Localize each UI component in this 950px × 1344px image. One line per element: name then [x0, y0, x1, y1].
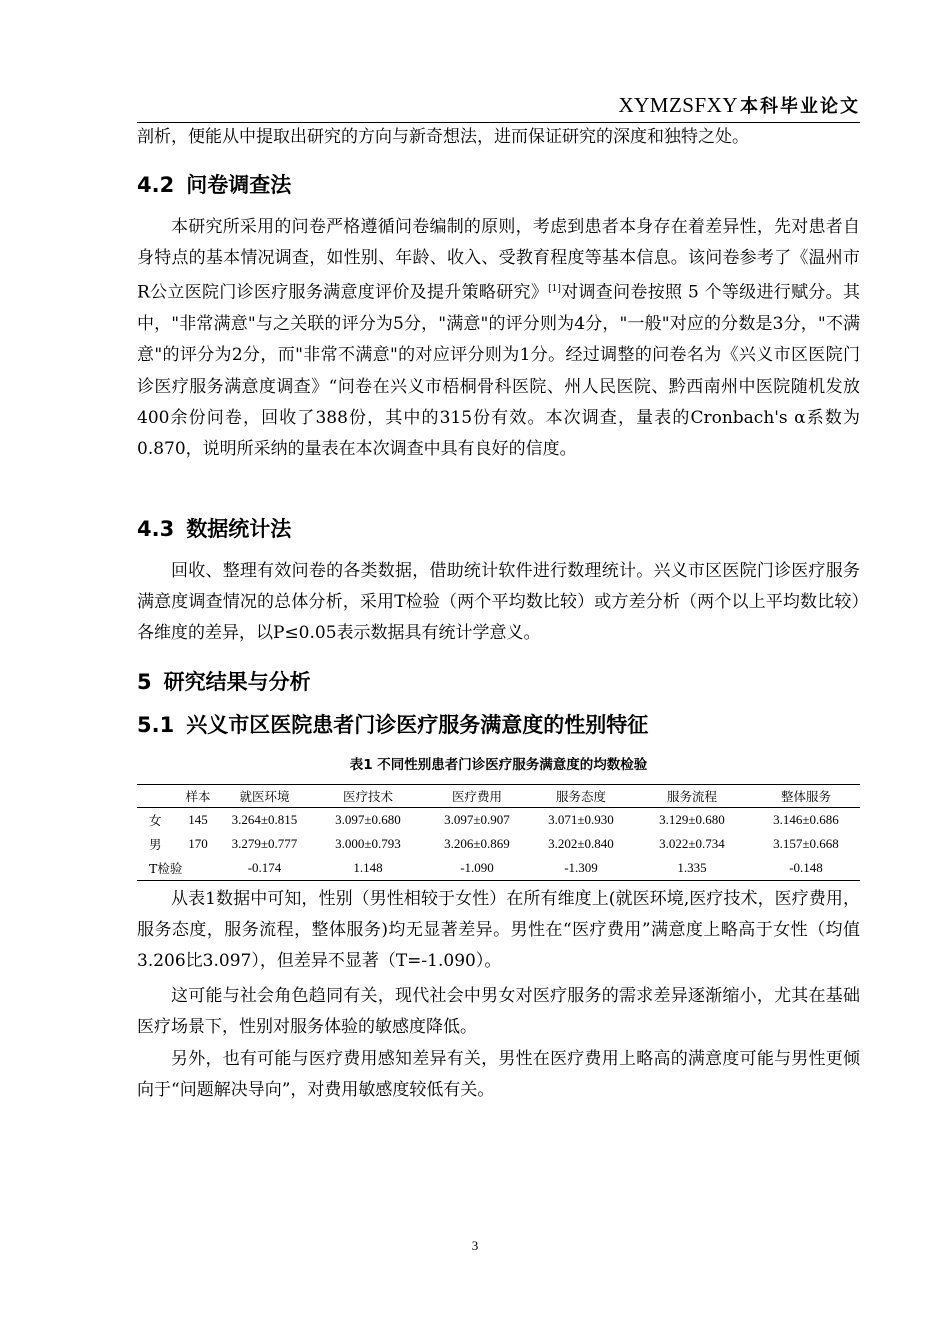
table-cell: 170: [188, 836, 208, 851]
heading-text: 问卷调查法: [186, 173, 292, 197]
column-header: 就医环境: [239, 789, 290, 804]
column-header: 服务态度: [555, 789, 606, 804]
column-header: 医疗费用: [451, 789, 502, 804]
table-cell: 3.000±0.793: [335, 836, 401, 851]
table-cell: 3.264±0.815: [231, 812, 298, 827]
table-cell: 3.022±0.734: [659, 836, 725, 851]
citation-reference[interactable]: [1]: [548, 284, 561, 295]
heading-4-3: [137, 513, 291, 543]
table-cell: 3.202±0.840: [548, 836, 614, 851]
heading-number: 5.1: [137, 713, 175, 737]
table-cell: -0.174: [247, 860, 282, 875]
table-caption: 表1 不同性别患者门诊医疗服务满意度的均数检验: [349, 757, 648, 773]
paragraph-text: 对调查问卷按照 5 个等级进行赋分。其中，"非常满意"与之关联的评分为5分，"满意"的评分则为4分，"一般"对应的分数是3分，"不满意"的评分为2分，而"非常不满意"的对应评分则为1分。经过调整的问卷名为《兴义市区医院门诊医疗服务满意度调查》“问卷在兴义市梧桐骨科医院、州人民医院、黔西南州中医院随机发放400余份问卷，回收了388份，其中的315份有效。本次调查，量表的Cronbach's α系数为0.870，说明所采纳的量表在本次调查中具有良好的信度。: [137, 283, 860, 460]
column-header: [137, 785, 179, 808]
paragraph-findings: 从表1数据中可知，性别（男性相较于女性）在所有维度上(就医环境,医疗技术，医疗费用，服务态度，服务流程，整体服务)均无显著差异。男性在“医疗费用”满意度上略高于女性（均值3.206比3.097），但差异不显著（T=-1.090）。: [137, 889, 860, 972]
column-header: 整体服务: [780, 789, 831, 804]
paragraph-continued: 剖析，便能从中提取出研究的方向与新奇想法，进而保证研究的深度和独特之处。: [137, 127, 749, 147]
page-number: 3: [471, 1238, 479, 1253]
paragraph-statistics: 回收、整理有效问卷的各类数据，借助统计软件进行数理统计。兴义市区医院门诊医疗服务满意度调查情况的总体分析，采用T检验（两个平均数比较）或方差分析（两个以上平均数比较）各维度的差异，以P≤0.05表示数据具有统计学意义。: [137, 561, 860, 644]
table-row: [137, 856, 860, 881]
row-label: 男: [149, 837, 162, 852]
table-cell: 3.146±0.686: [773, 812, 839, 827]
header-code: XYMZSFXY: [618, 93, 738, 117]
table-cell: -0.148: [789, 860, 823, 875]
row-label: 女: [149, 813, 162, 828]
table-cell: 3.129±0.680: [659, 812, 725, 827]
table-row: [137, 832, 860, 856]
gender-satisfaction-table: [137, 784, 860, 881]
paragraph-cost-perception: 另外，也有可能与医疗费用感知差异有关，男性在医疗费用上略高的满意度可能与男性更倾向于“问题解决导向”，对费用敏感度较低有关。: [137, 1049, 860, 1101]
column-header: 服务流程: [666, 789, 717, 804]
heading-4-2: [137, 169, 291, 199]
heading-text: 数据统计法: [186, 517, 292, 541]
table-cell: -1.090: [460, 860, 494, 875]
column-header: 医疗技术: [342, 789, 393, 804]
column-header: 样本: [185, 789, 211, 804]
heading-text: 兴义市区医院患者门诊医疗服务满意度的性别特征: [186, 713, 649, 737]
paragraph-questionnaire: [137, 212, 860, 465]
row-label: T检验: [149, 861, 183, 876]
page-header: [137, 92, 860, 123]
table-cell: 3.097±0.680: [335, 812, 401, 827]
table-cell: 145: [188, 812, 208, 827]
table-cell: -1.309: [564, 860, 598, 875]
table-row: [137, 808, 860, 833]
heading-5: [137, 666, 311, 696]
heading-number: 4.2: [137, 173, 175, 197]
paragraph-social-roles: 这可能与社会角色趋同有关，现代社会中男女对医疗服务的需求差异逐渐缩小，尤其在基础医疗场景下，性别对服务体验的敏感度降低。: [137, 986, 860, 1038]
header-title: 本科毕业论文: [740, 96, 860, 117]
table-cell: 3.157±0.668: [773, 836, 839, 851]
table-cell: 1.148: [353, 860, 383, 875]
table-cell: 3.279±0.777: [231, 836, 298, 851]
table-cell: 3.097±0.907: [444, 812, 510, 827]
table-cell: 3.071±0.930: [548, 812, 614, 827]
heading-text: 研究结果与分析: [163, 670, 311, 694]
heading-5-1: [137, 709, 648, 739]
heading-number: 4.3: [137, 517, 175, 541]
paragraph-text: 本研究所采用的问卷严格遵循问卷编制的原则，考虑到患者本身存在着差异性，先对患者自身特点的基本情况调查，如性别、年龄、收入、受教育程度等基本信息。该问卷参考了《温州市R公立医院门诊医疗服务满意度评价及提升策略研究》: [137, 217, 860, 304]
table-header-row: [137, 785, 860, 808]
heading-number: 5: [137, 670, 152, 694]
table-cell: 1.335: [677, 860, 707, 875]
table-cell: 3.206±0.869: [444, 836, 510, 851]
